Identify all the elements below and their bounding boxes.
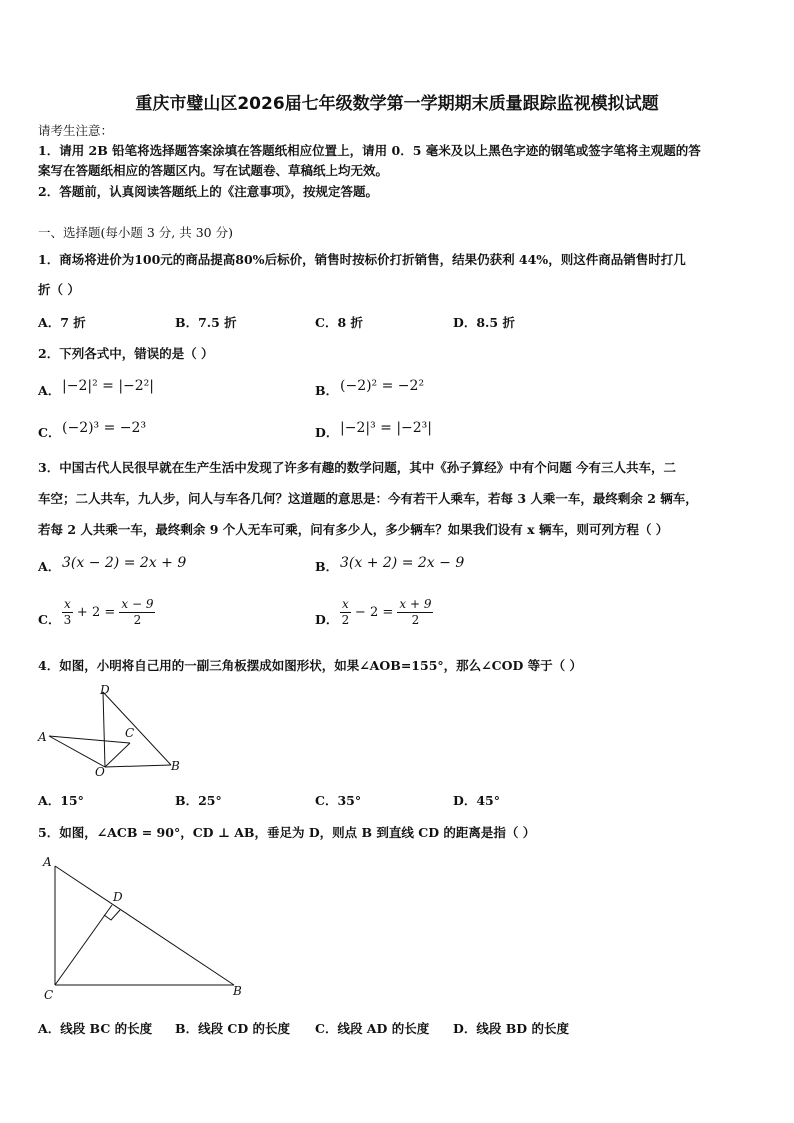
q3-d-left-den: 2 xyxy=(341,613,350,627)
q3-option-b: 3(x + 2) = 2x − 9 xyxy=(340,555,465,571)
q4-point-o: O xyxy=(95,765,105,779)
q1-option-b: B．7.5 折 xyxy=(175,315,237,330)
q3-stem-line2: 车空；二人共车，九人步，问人与车各几何？这道题的意思是：今有若干人乘车，若每 3 人乘一车，最终剩余 2 辆车， xyxy=(38,491,698,506)
q4-option-a: A．15° xyxy=(38,793,84,808)
q5-option-a: A．线段 BC 的长度 xyxy=(38,1021,153,1036)
q3-c-left-num: x xyxy=(64,597,71,611)
q1-stem-line2: 折（ ） xyxy=(38,282,80,297)
q3-option-d xyxy=(340,597,433,628)
q4-stem: 4．如图，小明将自己用的一副三角板摆成如图形状，如果∠AOB=155°，那么∠COD 等于（ ） xyxy=(38,658,582,673)
q4-point-a: A xyxy=(38,730,47,744)
q3-label-c: C． xyxy=(38,612,61,627)
notice-item2: 2．答题前，认真阅读答题纸上的《注意事项》，按规定答题。 xyxy=(38,184,378,199)
q3-stem-line3: 若每 2 人共乘一车，最终剩余 9 个人无车可乘，问有多少人，多少辆车？如果我们设有 x 辆车，则可列方程（ ） xyxy=(38,522,669,537)
q4-segment-do xyxy=(103,692,105,767)
q5-right-angle-mark xyxy=(104,910,120,920)
q5-segment-cd xyxy=(55,905,112,985)
q5-point-b: B xyxy=(233,984,242,998)
q4-segment-ao xyxy=(49,736,105,767)
q3-d-left-num: x xyxy=(342,597,349,611)
q5-figure xyxy=(38,850,253,1005)
notice-item1-line2: 案写在答题纸相应的答题区内。写在试题卷、草稿纸上均无效。 xyxy=(38,163,389,178)
q4-segment-co xyxy=(105,743,130,767)
q5-point-c: C xyxy=(44,988,54,1002)
q4-option-c: C．35° xyxy=(315,793,362,808)
q3-label-a: A． xyxy=(38,559,61,574)
page-title: 重庆市璧山区2026届七年级数学第一学期期末质量跟踪监视模拟试题 xyxy=(135,94,659,114)
q1-option-c: C．8 折 xyxy=(315,315,363,330)
q3-stem-line1: 3．中国古代人民很早就在生产生活中发现了许多有趣的数学问题，其中《孙子算经》中有个问题 今有三人共车，二 xyxy=(38,460,677,475)
q4-option-d: D．45° xyxy=(453,793,500,808)
notice-heading: 请考生注意： xyxy=(38,123,114,138)
q2-option-d: |−2|³ = |−2³| xyxy=(340,420,432,436)
q3-d-right-den: 2 xyxy=(411,613,420,627)
q1-option-a: A．7 折 xyxy=(38,315,86,330)
q2-label-a: A． xyxy=(38,383,61,398)
q5-option-d: D．线段 BD 的长度 xyxy=(453,1021,569,1036)
q4-segment-ac xyxy=(49,736,130,743)
q4-point-b: B xyxy=(171,759,180,773)
q5-stem: 5．如图，∠ACB = 90°，CD ⊥ AB，垂足为 D，则点 B 到直线 CD 的距离是指（ ） xyxy=(38,825,536,840)
q3-c-mid: + 2 = xyxy=(76,605,116,620)
q3-c-right-num: x − 9 xyxy=(121,597,154,611)
q1-stem-line1: 1．商场将进价为100元的商品提高80%后标价，销售时按标价打折销售，结果仍获利 44%，则这件商品销售时打几 xyxy=(38,252,686,267)
q1-option-d: D．8.5 折 xyxy=(453,315,515,330)
q3-option-a: 3(x − 2) = 2x + 9 xyxy=(62,555,187,571)
q2-label-c: C． xyxy=(38,425,61,440)
q3-label-d: D． xyxy=(315,612,339,627)
q5-point-a: A xyxy=(43,855,52,869)
q3-c-right-den: 2 xyxy=(133,613,142,627)
q5-option-c: C．线段 AD 的长度 xyxy=(315,1021,430,1036)
q5-option-b: B．线段 CD 的长度 xyxy=(175,1021,291,1036)
q4-option-b: B．25° xyxy=(175,793,222,808)
q2-option-c: (−2)³ = −2³ xyxy=(62,420,147,436)
q3-c-left-den: 3 xyxy=(63,613,72,627)
q2-option-b: (−2)² = −2² xyxy=(340,378,425,394)
q4-point-c: C xyxy=(125,726,135,740)
q5-segment-ab xyxy=(55,866,234,985)
q4-segment-ob xyxy=(105,765,171,767)
section-heading: 一、选择题(每小题 3 分, 共 30 分) xyxy=(38,225,233,240)
q4-segment-db xyxy=(103,692,171,765)
q3-label-b: B． xyxy=(315,559,339,574)
q2-option-a: |−2|² = |−2²| xyxy=(62,378,154,394)
q2-stem: 2．下列各式中，错误的是（ ） xyxy=(38,346,214,361)
q3-d-mid: − 2 = xyxy=(354,605,394,620)
q5-point-d: D xyxy=(113,890,123,904)
q4-figure xyxy=(34,680,194,780)
q4-point-d: D xyxy=(100,683,110,697)
notice-item1-line1: 1．请用 2B 铅笔将选择题答案涂填在答题纸相应位置上，请用 0．5 毫米及以上黑色字迹的钢笔或签字笔将主观题的答 xyxy=(38,143,701,158)
q3-option-c xyxy=(62,597,155,628)
q2-label-d: D． xyxy=(315,425,339,440)
q3-d-right-num: x + 9 xyxy=(399,597,432,611)
q2-label-b: B． xyxy=(315,383,339,398)
